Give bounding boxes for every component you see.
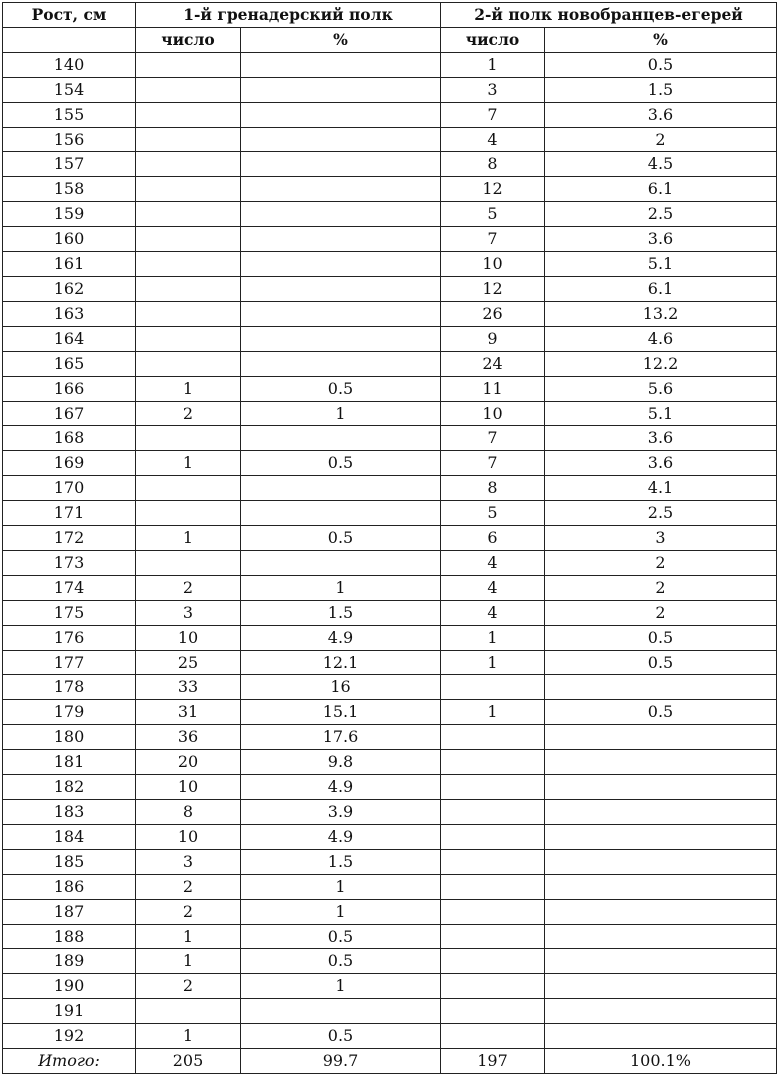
regiment-2-count-cell: 24 bbox=[441, 351, 545, 376]
height-cell: 174 bbox=[3, 575, 136, 600]
total-count-1: 205 bbox=[136, 1049, 241, 1074]
regiment-1-percent-cell: 4.9 bbox=[241, 775, 441, 800]
regiment-2-percent-cell: 6.1 bbox=[545, 177, 777, 202]
regiment-2-count-cell: 12 bbox=[441, 276, 545, 301]
regiment-2-percent-cell: 2.5 bbox=[545, 501, 777, 526]
regiment-2-percent-cell bbox=[545, 675, 777, 700]
regiment-1-count-header: число bbox=[136, 27, 241, 52]
regiment-2-percent-cell bbox=[545, 849, 777, 874]
regiment-2-count-cell bbox=[441, 849, 545, 874]
table-row bbox=[3, 252, 777, 277]
table-row bbox=[3, 575, 777, 600]
regiment-1-percent-cell bbox=[241, 276, 441, 301]
regiment-1-percent-cell bbox=[241, 152, 441, 177]
height-cell: 169 bbox=[3, 451, 136, 476]
regiment-1-count-cell: 3 bbox=[136, 600, 241, 625]
regiment-1-count-cell: 2 bbox=[136, 401, 241, 426]
regiment-2-percent-cell: 2 bbox=[545, 127, 777, 152]
height-cell: 166 bbox=[3, 376, 136, 401]
regiment-1-percent-cell bbox=[241, 326, 441, 351]
height-cell: 163 bbox=[3, 301, 136, 326]
table-row bbox=[3, 401, 777, 426]
regiment-1-count-cell: 25 bbox=[136, 650, 241, 675]
regiment-2-count-cell bbox=[441, 675, 545, 700]
table-row bbox=[3, 550, 777, 575]
regiment-2-percent-cell bbox=[545, 750, 777, 775]
table-row bbox=[3, 874, 777, 899]
regiment-2-count-cell bbox=[441, 899, 545, 924]
height-cell: 188 bbox=[3, 924, 136, 949]
height-cell: 184 bbox=[3, 824, 136, 849]
regiment-2-percent-cell: 5.1 bbox=[545, 252, 777, 277]
regiment-1-percent-cell: 1 bbox=[241, 974, 441, 999]
height-cell: 173 bbox=[3, 550, 136, 575]
regiment-2-count-cell: 1 bbox=[441, 625, 545, 650]
height-cell: 181 bbox=[3, 750, 136, 775]
height-cell: 185 bbox=[3, 849, 136, 874]
regiment-2-percent-cell bbox=[545, 800, 777, 825]
regiment-1-count-cell bbox=[136, 127, 241, 152]
regiment-1-count-cell bbox=[136, 202, 241, 227]
regiment-2-percent-cell: 2.5 bbox=[545, 202, 777, 227]
regiment-2-count-cell bbox=[441, 750, 545, 775]
regiment-2-count-cell: 7 bbox=[441, 227, 545, 252]
regiment-1-percent-cell: 0.5 bbox=[241, 376, 441, 401]
regiment-1-percent-cell: 0.5 bbox=[241, 949, 441, 974]
regiment-1-count-cell: 1 bbox=[136, 451, 241, 476]
regiment-1-percent-cell: 0.5 bbox=[241, 924, 441, 949]
regiment-1-percent-cell bbox=[241, 999, 441, 1024]
table-row bbox=[3, 451, 777, 476]
height-cell: 168 bbox=[3, 426, 136, 451]
regiment-2-percent-cell bbox=[545, 924, 777, 949]
regiment-2-percent-cell: 4.5 bbox=[545, 152, 777, 177]
regiment-2-percent-cell: 5.1 bbox=[545, 401, 777, 426]
regiment-1-count-cell: 1 bbox=[136, 376, 241, 401]
regiment-2-count-cell bbox=[441, 999, 545, 1024]
regiment-2-count-cell bbox=[441, 725, 545, 750]
regiment-2-count-cell bbox=[441, 974, 545, 999]
table-row bbox=[3, 899, 777, 924]
height-cell: 162 bbox=[3, 276, 136, 301]
regiment-2-percent-cell: 3.6 bbox=[545, 451, 777, 476]
total-count-2: 197 bbox=[441, 1049, 545, 1074]
table-row bbox=[3, 301, 777, 326]
regiment-1-percent-cell: 1 bbox=[241, 874, 441, 899]
height-cell: 175 bbox=[3, 600, 136, 625]
regiment-1-count-cell: 10 bbox=[136, 775, 241, 800]
regiment-1-percent-cell: 3.9 bbox=[241, 800, 441, 825]
regiment-2-percent-cell: 3 bbox=[545, 526, 777, 551]
table-row bbox=[3, 501, 777, 526]
table-row bbox=[3, 351, 777, 376]
regiment-1-count-cell: 10 bbox=[136, 824, 241, 849]
regiment-1-percent-cell: 1 bbox=[241, 575, 441, 600]
regiment-1-count-cell bbox=[136, 52, 241, 77]
regiment-2-count-cell: 4 bbox=[441, 127, 545, 152]
total-label: Итого: bbox=[3, 1049, 136, 1074]
table-row bbox=[3, 949, 777, 974]
height-cell: 159 bbox=[3, 202, 136, 227]
regiment-1-count-cell bbox=[136, 276, 241, 301]
regiment-2-percent-cell: 3.6 bbox=[545, 227, 777, 252]
regiment-2-count-cell: 12 bbox=[441, 177, 545, 202]
regiment-1-percent-cell: 1.5 bbox=[241, 849, 441, 874]
regiment-1-count-cell bbox=[136, 301, 241, 326]
table-row bbox=[3, 276, 777, 301]
regiment-1-percent-header: % bbox=[241, 27, 441, 52]
table-row bbox=[3, 924, 777, 949]
regiment-2-count-cell: 1 bbox=[441, 700, 545, 725]
regiment-2-count-cell: 7 bbox=[441, 426, 545, 451]
regiment-2-count-cell bbox=[441, 775, 545, 800]
regiment-1-count-cell: 31 bbox=[136, 700, 241, 725]
table-row bbox=[3, 152, 777, 177]
regiment-2-count-cell: 1 bbox=[441, 650, 545, 675]
table-row bbox=[3, 426, 777, 451]
height-cell: 155 bbox=[3, 102, 136, 127]
regiment-2-percent-cell bbox=[545, 874, 777, 899]
height-cell: 179 bbox=[3, 700, 136, 725]
regiment-1-count-cell: 3 bbox=[136, 849, 241, 874]
regiment-2-count-cell: 26 bbox=[441, 301, 545, 326]
height-cell: 140 bbox=[3, 52, 136, 77]
regiment-2-percent-cell: 1.5 bbox=[545, 77, 777, 102]
regiment-2-percent-cell: 4.1 bbox=[545, 476, 777, 501]
regiment-1-percent-cell: 4.9 bbox=[241, 824, 441, 849]
regiment-1-percent-cell bbox=[241, 227, 441, 252]
height-cell: 161 bbox=[3, 252, 136, 277]
regiment-2-count-cell: 4 bbox=[441, 600, 545, 625]
regiment-1-percent-cell bbox=[241, 550, 441, 575]
height-cell: 176 bbox=[3, 625, 136, 650]
regiment-1-percent-cell bbox=[241, 351, 441, 376]
regiment-2-percent-cell: 2 bbox=[545, 575, 777, 600]
regiment-1-count-cell: 2 bbox=[136, 575, 241, 600]
subheader-row bbox=[3, 27, 777, 52]
total-row bbox=[3, 1049, 777, 1074]
regiment-1-count-cell: 1 bbox=[136, 526, 241, 551]
height-cell: 178 bbox=[3, 675, 136, 700]
regiment-1-percent-cell bbox=[241, 127, 441, 152]
regiment-2-percent-cell: 5.6 bbox=[545, 376, 777, 401]
height-cell: 180 bbox=[3, 725, 136, 750]
table-row bbox=[3, 700, 777, 725]
table-row bbox=[3, 102, 777, 127]
regiment-2-count-cell: 8 bbox=[441, 476, 545, 501]
height-cell: 158 bbox=[3, 177, 136, 202]
regiment-1-percent-cell bbox=[241, 252, 441, 277]
regiment-1-count-cell bbox=[136, 550, 241, 575]
regiment-1-percent-cell bbox=[241, 177, 441, 202]
table-row bbox=[3, 177, 777, 202]
height-cell: 160 bbox=[3, 227, 136, 252]
regiment-2-percent-cell: 2 bbox=[545, 600, 777, 625]
regiment-2-percent-header: % bbox=[545, 27, 777, 52]
regiment-2-count-cell: 9 bbox=[441, 326, 545, 351]
regiment-1-count-cell: 33 bbox=[136, 675, 241, 700]
regiment-2-percent-cell bbox=[545, 974, 777, 999]
regiment-1-percent-cell bbox=[241, 501, 441, 526]
regiment-2-percent-cell: 0.5 bbox=[545, 650, 777, 675]
regiment-1-percent-cell: 17.6 bbox=[241, 725, 441, 750]
height-cell: 182 bbox=[3, 775, 136, 800]
regiment-2-count-cell bbox=[441, 1024, 545, 1049]
table-row bbox=[3, 52, 777, 77]
regiment-1-percent-cell: 12.1 bbox=[241, 650, 441, 675]
height-cell: 165 bbox=[3, 351, 136, 376]
regiment-2-percent-cell bbox=[545, 899, 777, 924]
height-cell: 187 bbox=[3, 899, 136, 924]
table-row bbox=[3, 600, 777, 625]
height-cell: 171 bbox=[3, 501, 136, 526]
regiment-2-count-cell: 5 bbox=[441, 202, 545, 227]
regiment-1-percent-cell: 1.5 bbox=[241, 600, 441, 625]
regiment-2-percent-cell bbox=[545, 949, 777, 974]
regiment-1-count-cell bbox=[136, 476, 241, 501]
regiment-2-count-cell: 10 bbox=[441, 252, 545, 277]
table-row bbox=[3, 526, 777, 551]
regiment-1-percent-cell: 4.9 bbox=[241, 625, 441, 650]
regiment-1-count-cell bbox=[136, 227, 241, 252]
table-row bbox=[3, 227, 777, 252]
height-cell: 154 bbox=[3, 77, 136, 102]
table-row bbox=[3, 625, 777, 650]
regiment-2-percent-cell: 0.5 bbox=[545, 625, 777, 650]
table-row bbox=[3, 1024, 777, 1049]
table-row bbox=[3, 326, 777, 351]
regiment-2-count-cell bbox=[441, 874, 545, 899]
regiment-1-count-cell: 2 bbox=[136, 874, 241, 899]
regiment-2-count-cell: 11 bbox=[441, 376, 545, 401]
regiment-1-percent-cell: 1 bbox=[241, 899, 441, 924]
regiment-2-header: 2-й полк новобранцев-егерей bbox=[441, 3, 777, 28]
empty-subheader-cell bbox=[3, 27, 136, 52]
regiment-1-percent-cell bbox=[241, 426, 441, 451]
regiment-1-percent-cell bbox=[241, 202, 441, 227]
table-row bbox=[3, 849, 777, 874]
height-cell: 190 bbox=[3, 974, 136, 999]
regiment-2-percent-cell: 0.5 bbox=[545, 700, 777, 725]
height-cell: 170 bbox=[3, 476, 136, 501]
regiment-1-header: 1-й гренадерский полк bbox=[136, 3, 441, 28]
regiment-1-count-cell: 10 bbox=[136, 625, 241, 650]
regiment-1-percent-cell: 1 bbox=[241, 401, 441, 426]
regiment-1-count-cell bbox=[136, 426, 241, 451]
regiment-2-count-cell: 7 bbox=[441, 451, 545, 476]
table-row bbox=[3, 202, 777, 227]
regiment-2-percent-cell bbox=[545, 1024, 777, 1049]
regiment-1-percent-cell bbox=[241, 102, 441, 127]
total-percent-1: 99.7 bbox=[241, 1049, 441, 1074]
regiment-1-count-cell bbox=[136, 326, 241, 351]
table-row bbox=[3, 775, 777, 800]
regiment-2-percent-cell: 3.6 bbox=[545, 426, 777, 451]
height-distribution-table bbox=[2, 2, 777, 1074]
regiment-1-count-cell bbox=[136, 152, 241, 177]
table-row bbox=[3, 800, 777, 825]
regiment-2-percent-cell: 3.6 bbox=[545, 102, 777, 127]
regiment-2-percent-cell: 4.6 bbox=[545, 326, 777, 351]
height-cell: 177 bbox=[3, 650, 136, 675]
table-row bbox=[3, 476, 777, 501]
table-row bbox=[3, 127, 777, 152]
table-row bbox=[3, 650, 777, 675]
regiment-2-count-cell: 4 bbox=[441, 550, 545, 575]
regiment-1-percent-cell: 0.5 bbox=[241, 1024, 441, 1049]
height-cell: 157 bbox=[3, 152, 136, 177]
regiment-1-percent-cell bbox=[241, 77, 441, 102]
table-row bbox=[3, 675, 777, 700]
regiment-1-count-cell bbox=[136, 77, 241, 102]
table-row bbox=[3, 77, 777, 102]
regiment-2-percent-cell bbox=[545, 824, 777, 849]
regiment-1-percent-cell: 9.8 bbox=[241, 750, 441, 775]
table-row bbox=[3, 376, 777, 401]
table-row bbox=[3, 999, 777, 1024]
regiment-1-count-cell bbox=[136, 252, 241, 277]
regiment-2-count-cell: 8 bbox=[441, 152, 545, 177]
regiment-2-count-cell bbox=[441, 824, 545, 849]
height-cell: 167 bbox=[3, 401, 136, 426]
height-cell: 186 bbox=[3, 874, 136, 899]
regiment-2-percent-cell: 13.2 bbox=[545, 301, 777, 326]
regiment-2-count-header: число bbox=[441, 27, 545, 52]
regiment-2-percent-cell: 6.1 bbox=[545, 276, 777, 301]
table-row bbox=[3, 750, 777, 775]
table-body bbox=[3, 52, 777, 1048]
table-row bbox=[3, 824, 777, 849]
height-cell: 189 bbox=[3, 949, 136, 974]
regiment-1-count-cell bbox=[136, 102, 241, 127]
regiment-1-count-cell: 1 bbox=[136, 924, 241, 949]
regiment-2-count-cell: 1 bbox=[441, 52, 545, 77]
regiment-2-count-cell: 3 bbox=[441, 77, 545, 102]
regiment-2-count-cell: 7 bbox=[441, 102, 545, 127]
regiment-2-percent-cell bbox=[545, 725, 777, 750]
regiment-2-percent-cell bbox=[545, 999, 777, 1024]
regiment-2-percent-cell: 2 bbox=[545, 550, 777, 575]
regiment-1-count-cell bbox=[136, 501, 241, 526]
regiment-1-count-cell: 2 bbox=[136, 974, 241, 999]
regiment-1-count-cell: 20 bbox=[136, 750, 241, 775]
header-row bbox=[3, 3, 777, 28]
regiment-2-count-cell: 4 bbox=[441, 575, 545, 600]
regiment-1-percent-cell: 0.5 bbox=[241, 526, 441, 551]
regiment-1-percent-cell: 0.5 bbox=[241, 451, 441, 476]
regiment-2-count-cell: 5 bbox=[441, 501, 545, 526]
regiment-2-percent-cell: 12.2 bbox=[545, 351, 777, 376]
regiment-2-count-cell: 10 bbox=[441, 401, 545, 426]
regiment-2-count-cell bbox=[441, 949, 545, 974]
regiment-2-percent-cell: 0.5 bbox=[545, 52, 777, 77]
regiment-1-percent-cell bbox=[241, 476, 441, 501]
regiment-1-percent-cell bbox=[241, 52, 441, 77]
regiment-1-percent-cell bbox=[241, 301, 441, 326]
regiment-1-count-cell bbox=[136, 351, 241, 376]
height-cell: 191 bbox=[3, 999, 136, 1024]
regiment-2-count-cell bbox=[441, 800, 545, 825]
height-cell: 192 bbox=[3, 1024, 136, 1049]
height-cell: 156 bbox=[3, 127, 136, 152]
regiment-1-count-cell: 36 bbox=[136, 725, 241, 750]
regiment-2-count-cell: 6 bbox=[441, 526, 545, 551]
regiment-2-percent-cell bbox=[545, 775, 777, 800]
regiment-2-count-cell bbox=[441, 924, 545, 949]
regiment-1-count-cell: 1 bbox=[136, 949, 241, 974]
height-cell: 164 bbox=[3, 326, 136, 351]
regiment-1-percent-cell: 15.1 bbox=[241, 700, 441, 725]
regiment-1-count-cell: 2 bbox=[136, 899, 241, 924]
regiment-1-count-cell bbox=[136, 999, 241, 1024]
table-row bbox=[3, 725, 777, 750]
regiment-1-count-cell: 1 bbox=[136, 1024, 241, 1049]
regiment-1-percent-cell: 16 bbox=[241, 675, 441, 700]
height-column-header: Рост, см bbox=[3, 3, 136, 28]
regiment-1-count-cell: 8 bbox=[136, 800, 241, 825]
table-row bbox=[3, 974, 777, 999]
height-cell: 183 bbox=[3, 800, 136, 825]
total-percent-2: 100.1% bbox=[545, 1049, 777, 1074]
height-cell: 172 bbox=[3, 526, 136, 551]
regiment-1-count-cell bbox=[136, 177, 241, 202]
